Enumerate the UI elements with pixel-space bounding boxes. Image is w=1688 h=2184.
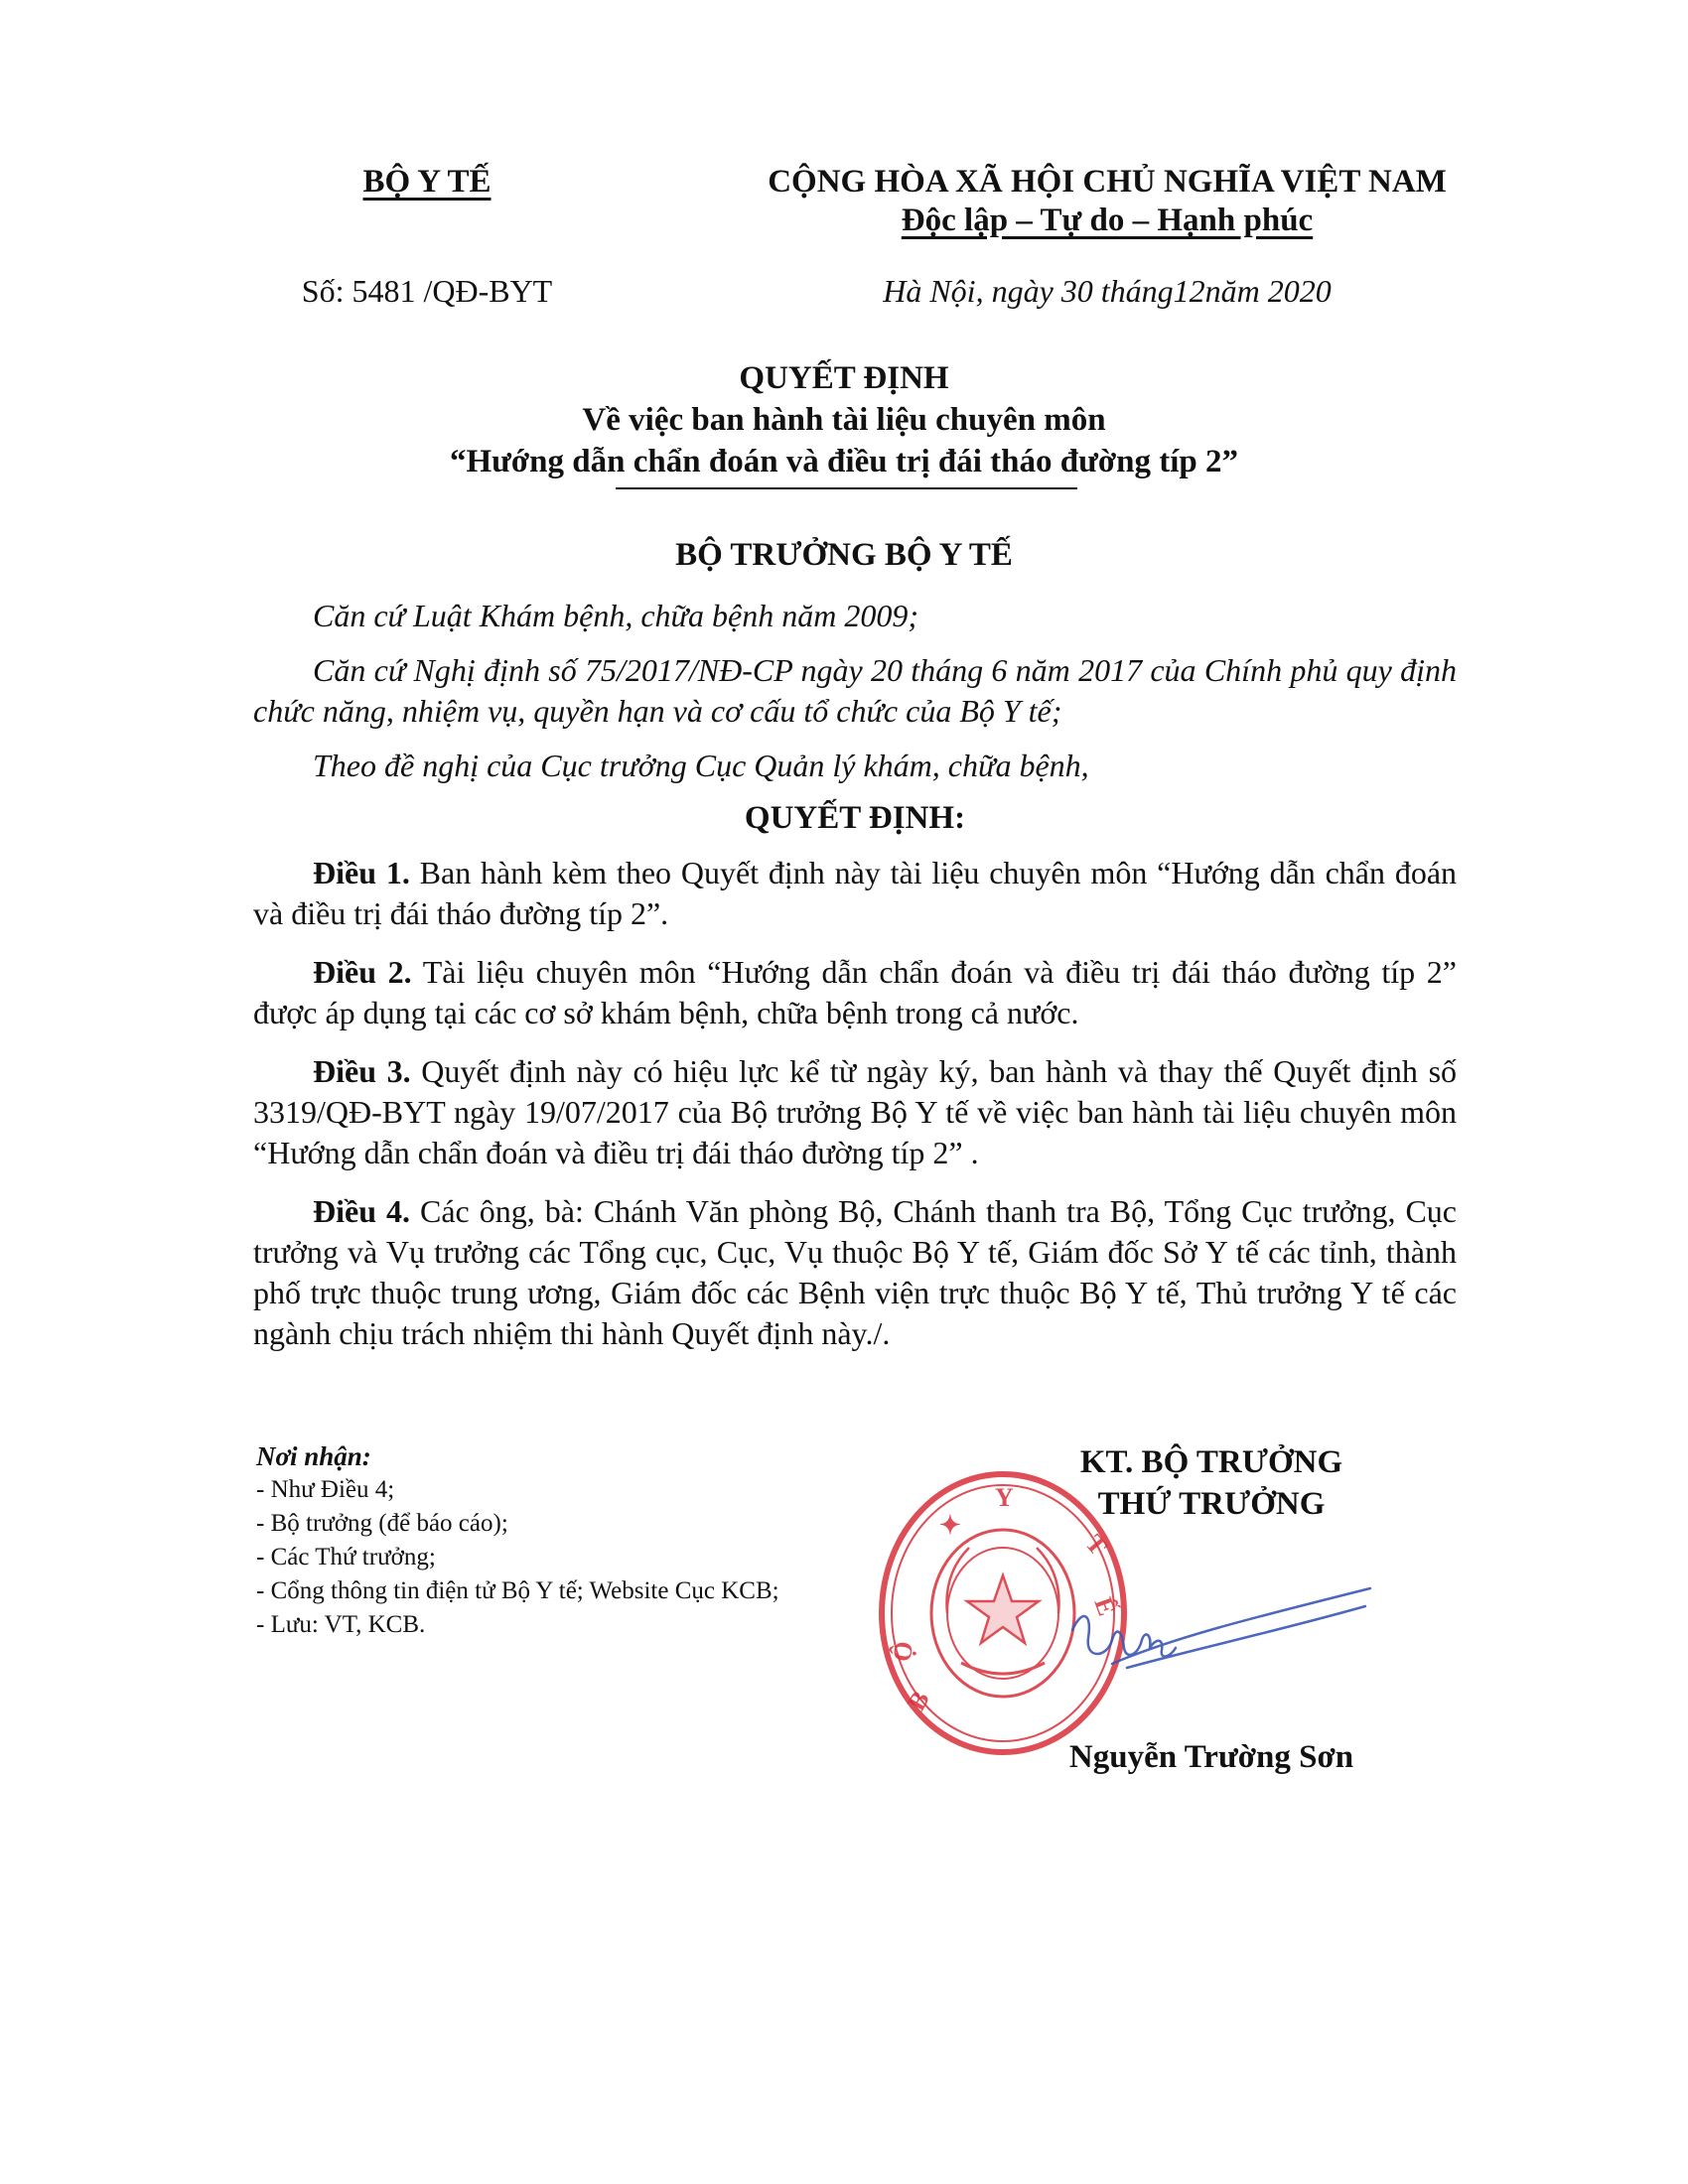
signature-position: THỨ TRƯỞNG bbox=[1097, 1486, 1326, 1522]
article-text: Quyết định này có hiệu lực kể từ ngày ký, ban hành và thay thế Quyết định số 3319/QĐ-BYT ngày 19/07/2017 của Bộ trưởng Bộ Y tế về việc ban hành tài liệu chuyên môn “Hướng dẫn chẩn đoán và điều trị đái tháo đường típ 2” . bbox=[253, 1053, 1458, 1170]
article-label: Điều 2. bbox=[313, 954, 412, 990]
recipient-item: - Bộ trưởng (để báo cáo); bbox=[256, 1510, 508, 1537]
document-body bbox=[253, 596, 1457, 1354]
svg-text:T: T bbox=[1079, 1529, 1113, 1562]
authority-heading: BỘ TRƯỞNG BỘ Y TẾ bbox=[675, 537, 1013, 573]
signer-name: Nguyễn Trường Sơn bbox=[1068, 1739, 1354, 1775]
signature-on-behalf: KT. BỘ TRƯỞNG bbox=[1079, 1444, 1343, 1480]
recipients-list bbox=[256, 1439, 951, 1642]
title-line-3: “Hướng dẫn chẩn đoán và điều trị đái tháo đường típ 2” bbox=[449, 444, 1239, 479]
svg-text:Y: Y bbox=[995, 1483, 1014, 1512]
svg-text:✦: ✦ bbox=[939, 1511, 961, 1540]
document-title bbox=[199, 357, 1489, 482]
title-divider bbox=[616, 487, 1077, 489]
document-number: Số: 5481 /QĐ-BYT bbox=[301, 273, 553, 309]
recipient-item: - Lưu: VT, KCB. bbox=[256, 1611, 426, 1638]
article-text: Tài liệu chuyên môn “Hướng dẫn chẩn đoán và điều trị đái tháo đường típ 2” được áp dụng tại các cơ sở khám bệnh, chữa bệnh trong cả nước. bbox=[253, 954, 1458, 1030]
preamble-line: Căn cứ Nghị định số 75/2017/NĐ-CP ngày 20 tháng 6 năm 2017 của Chính phủ quy định chức năng, nhiệm vụ, quyền hạn và cơ cấu tổ chức của Bộ Y tế; bbox=[253, 652, 1457, 729]
issuing-agency: BỘ Y TẾ bbox=[362, 164, 492, 200]
national-motto: Độc lập – Tự do – Hạnh phúc bbox=[901, 203, 1314, 238]
national-header bbox=[695, 164, 1519, 239]
title-line-1: QUYẾT ĐỊNH bbox=[739, 360, 949, 396]
recipients-title: Nơi nhận: bbox=[256, 1441, 371, 1471]
article-text: Các ông, bà: Chánh Văn phòng Bộ, Chánh thanh tra Bộ, Tổng Cục trưởng, Cục trưởng và Vụ trưởng các Tổng cục, Cục, Vụ thuộc Bộ Y tế, Giám đốc Sở Y tế các tỉnh, thành phố trực thuộc trung ương, Giám đốc các Bệnh viện trực thuộc Bộ Y tế, Thủ trưởng Y tế các ngành chịu trách nhiệm thi hành Quyết định này./. bbox=[253, 1193, 1458, 1351]
article-label: Điều 1. bbox=[313, 855, 410, 890]
svg-text:B: B bbox=[902, 1686, 935, 1715]
svg-text:Ế: Ế bbox=[1088, 1593, 1122, 1620]
issue-date: Hà Nội, ngày 30 tháng12năm 2020 bbox=[883, 273, 1332, 309]
article-2 bbox=[253, 952, 1457, 1033]
article-label: Điều 3. bbox=[313, 1053, 411, 1089]
article-4 bbox=[253, 1191, 1457, 1354]
preamble-line: Căn cứ Luật Khám bệnh, chữa bệnh năm 2009; bbox=[313, 598, 918, 633]
article-label: Điều 4. bbox=[313, 1193, 410, 1229]
svg-text:Ộ: Ộ bbox=[887, 1639, 919, 1665]
preamble-line: Theo đề nghị của Cục trưởng Cục Quản lý khám, chữa bệnh, bbox=[313, 748, 1089, 783]
article-text: Ban hành kèm theo Quyết định này tài liệu chuyên môn “Hướng dẫn chẩn đoán và điều trị đái tháo đường típ 2”. bbox=[253, 855, 1458, 931]
article-3 bbox=[253, 1051, 1457, 1173]
article-1 bbox=[253, 853, 1457, 934]
recipient-item: - Cổng thông tin điện tử Bộ Y tế; Website Cục KCB; bbox=[256, 1577, 779, 1604]
recipient-item: - Như Điều 4; bbox=[256, 1476, 395, 1503]
country-name: CỘNG HÒA XÃ HỘI CHỦ NGHĨA VIỆT NAM bbox=[768, 164, 1447, 200]
handwritten-signature-icon bbox=[1053, 1569, 1380, 1698]
title-line-2: Về việc ban hành tài liệu chuyên môn bbox=[582, 402, 1106, 438]
recipient-item: - Các Thứ trưởng; bbox=[256, 1544, 436, 1570]
decision-heading: QUYẾT ĐỊNH: bbox=[744, 800, 966, 836]
